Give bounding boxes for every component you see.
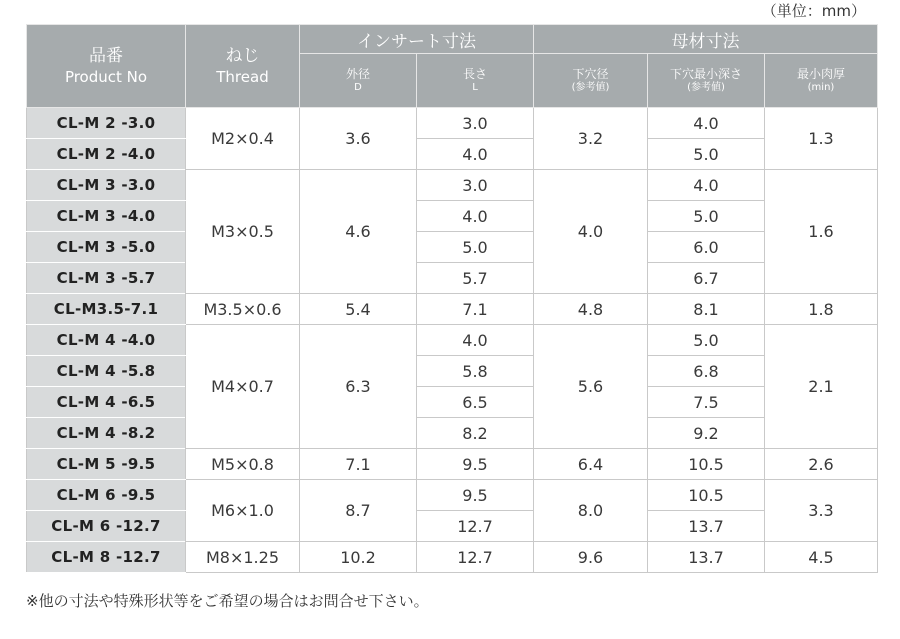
insert-length: 3.0 [417,108,534,139]
footnote: ※他の寸法や特殊形状等をご希望の場合はお問合せ下さい。 [26,592,429,610]
header-product-jp: 品番 [89,46,123,66]
pilot-hole-depth: 6.8 [648,356,765,387]
header-length-jp: 長さ [462,67,487,81]
pilot-hole-depth: 4.0 [648,108,765,139]
table-row [27,170,878,201]
insert-length: 9.5 [417,449,534,480]
table-row [27,511,878,542]
product-code: CL-M 4 -5.8 [27,356,186,387]
table-row [27,480,878,511]
table-row [27,232,878,263]
header-hole-depth-en: (参考値) [687,82,725,93]
product-code: CL-M 6 -12.7 [27,511,186,542]
header-hole-depth-jp: 下穴最小深さ [669,67,742,81]
insert-length: 7.1 [417,294,534,325]
insert-length: 12.7 [417,542,534,573]
header-thread-jp: ねじ [225,46,260,66]
header-base-label: 母材寸法 [671,31,740,52]
pilot-hole-diameter: 4.8 [534,294,648,325]
table-row [27,542,878,573]
header-hole-dia-en: (参考値) [571,82,610,93]
thread-size: M3×0.5 [186,170,300,294]
product-code: CL-M 3 -5.0 [27,232,186,263]
header-length-en: L [472,82,478,93]
product-code: CL-M 6 -9.5 [27,480,186,511]
outer-diameter: 8.7 [300,480,417,542]
min-wall-thickness: 1.8 [765,294,878,325]
pilot-hole-depth: 5.0 [648,139,765,170]
header-hole-dia-jp: 下穴径 [572,67,609,81]
header-thread [186,25,300,108]
table-row [27,449,878,480]
min-wall-thickness: 4.5 [765,542,878,573]
insert-length: 4.0 [417,201,534,232]
outer-diameter: 3.6 [300,108,417,170]
pilot-hole-depth: 9.2 [648,418,765,449]
header-min-thickness-jp: 最小肉厚 [796,67,845,81]
table-row [27,294,878,325]
header-min-thickness-en: (min) [807,82,835,93]
insert-length: 5.0 [417,232,534,263]
min-wall-thickness: 1.6 [765,170,878,294]
pilot-hole-depth: 10.5 [648,480,765,511]
thread-size: M2×0.4 [186,108,300,170]
table-row [27,325,878,356]
product-code: CL-M 8 -12.7 [27,542,186,573]
insert-length: 5.7 [417,263,534,294]
thread-size: M6×1.0 [186,480,300,542]
header-insert-dimensions [300,25,534,54]
header-outer-dia-jp: 外径 [345,67,370,81]
pilot-hole-depth: 10.5 [648,449,765,480]
outer-diameter: 10.2 [300,542,417,573]
header-base-dimensions [534,25,878,54]
product-code: CL-M 4 -4.0 [27,325,186,356]
min-wall-thickness: 1.3 [765,108,878,170]
pilot-hole-depth: 13.7 [648,542,765,573]
product-code: CL-M 3 -5.7 [27,263,186,294]
table-row [27,201,878,232]
header-product [27,25,186,108]
table-row [27,263,878,294]
header-product-en: Product No [64,68,148,86]
outer-diameter: 4.6 [300,170,417,294]
min-wall-thickness: 2.1 [765,325,878,449]
product-code: CL-M 3 -3.0 [27,170,186,201]
pilot-hole-depth: 6.7 [648,263,765,294]
table-row [27,356,878,387]
insert-length: 5.8 [417,356,534,387]
header-outer-dia-en: D [354,82,362,93]
insert-length: 12.7 [417,511,534,542]
outer-diameter: 6.3 [300,325,417,449]
pilot-hole-diameter: 3.2 [534,108,648,170]
header-hole-dia [534,54,648,108]
insert-length: 8.2 [417,418,534,449]
spec-table [26,24,878,573]
pilot-hole-depth: 8.1 [648,294,765,325]
thread-size: M4×0.7 [186,325,300,449]
table-row [27,139,878,170]
product-code: CL-M3.5-7.1 [27,294,186,325]
table-row [27,387,878,418]
min-wall-thickness: 2.6 [765,449,878,480]
header-outer-dia [300,54,417,108]
header-insert-label: インサート寸法 [357,31,476,52]
insert-length: 6.5 [417,387,534,418]
header-hole-depth [648,54,765,108]
outer-diameter: 7.1 [300,449,417,480]
pilot-hole-diameter: 5.6 [534,325,648,449]
thread-size: M8×1.25 [186,542,300,573]
outer-diameter: 5.4 [300,294,417,325]
pilot-hole-depth: 4.0 [648,170,765,201]
pilot-hole-diameter: 8.0 [534,480,648,542]
pilot-hole-depth: 5.0 [648,325,765,356]
header-thread-en: Thread [216,68,269,86]
pilot-hole-depth: 5.0 [648,201,765,232]
pilot-hole-diameter: 6.4 [534,449,648,480]
product-code: CL-M 3 -4.0 [27,201,186,232]
header-length [417,54,534,108]
table-row [27,418,878,449]
insert-length: 3.0 [417,170,534,201]
thread-size: M3.5×0.6 [186,294,300,325]
product-code: CL-M 4 -6.5 [27,387,186,418]
product-code: CL-M 2 -4.0 [27,139,186,170]
thread-size: M5×0.8 [186,449,300,480]
pilot-hole-diameter: 9.6 [534,542,648,573]
pilot-hole-depth: 13.7 [648,511,765,542]
pilot-hole-depth: 7.5 [648,387,765,418]
unit-label: （単位：mm） [761,2,866,20]
pilot-hole-depth: 6.0 [648,232,765,263]
min-wall-thickness: 3.3 [765,480,878,542]
product-code: CL-M 2 -3.0 [27,108,186,139]
insert-length: 4.0 [417,139,534,170]
pilot-hole-diameter: 4.0 [534,170,648,294]
insert-length: 4.0 [417,325,534,356]
table-row [27,108,878,139]
product-code: CL-M 5 -9.5 [27,449,186,480]
product-code: CL-M 4 -8.2 [27,418,186,449]
insert-length: 9.5 [417,480,534,511]
header-min-thickness [765,54,878,108]
